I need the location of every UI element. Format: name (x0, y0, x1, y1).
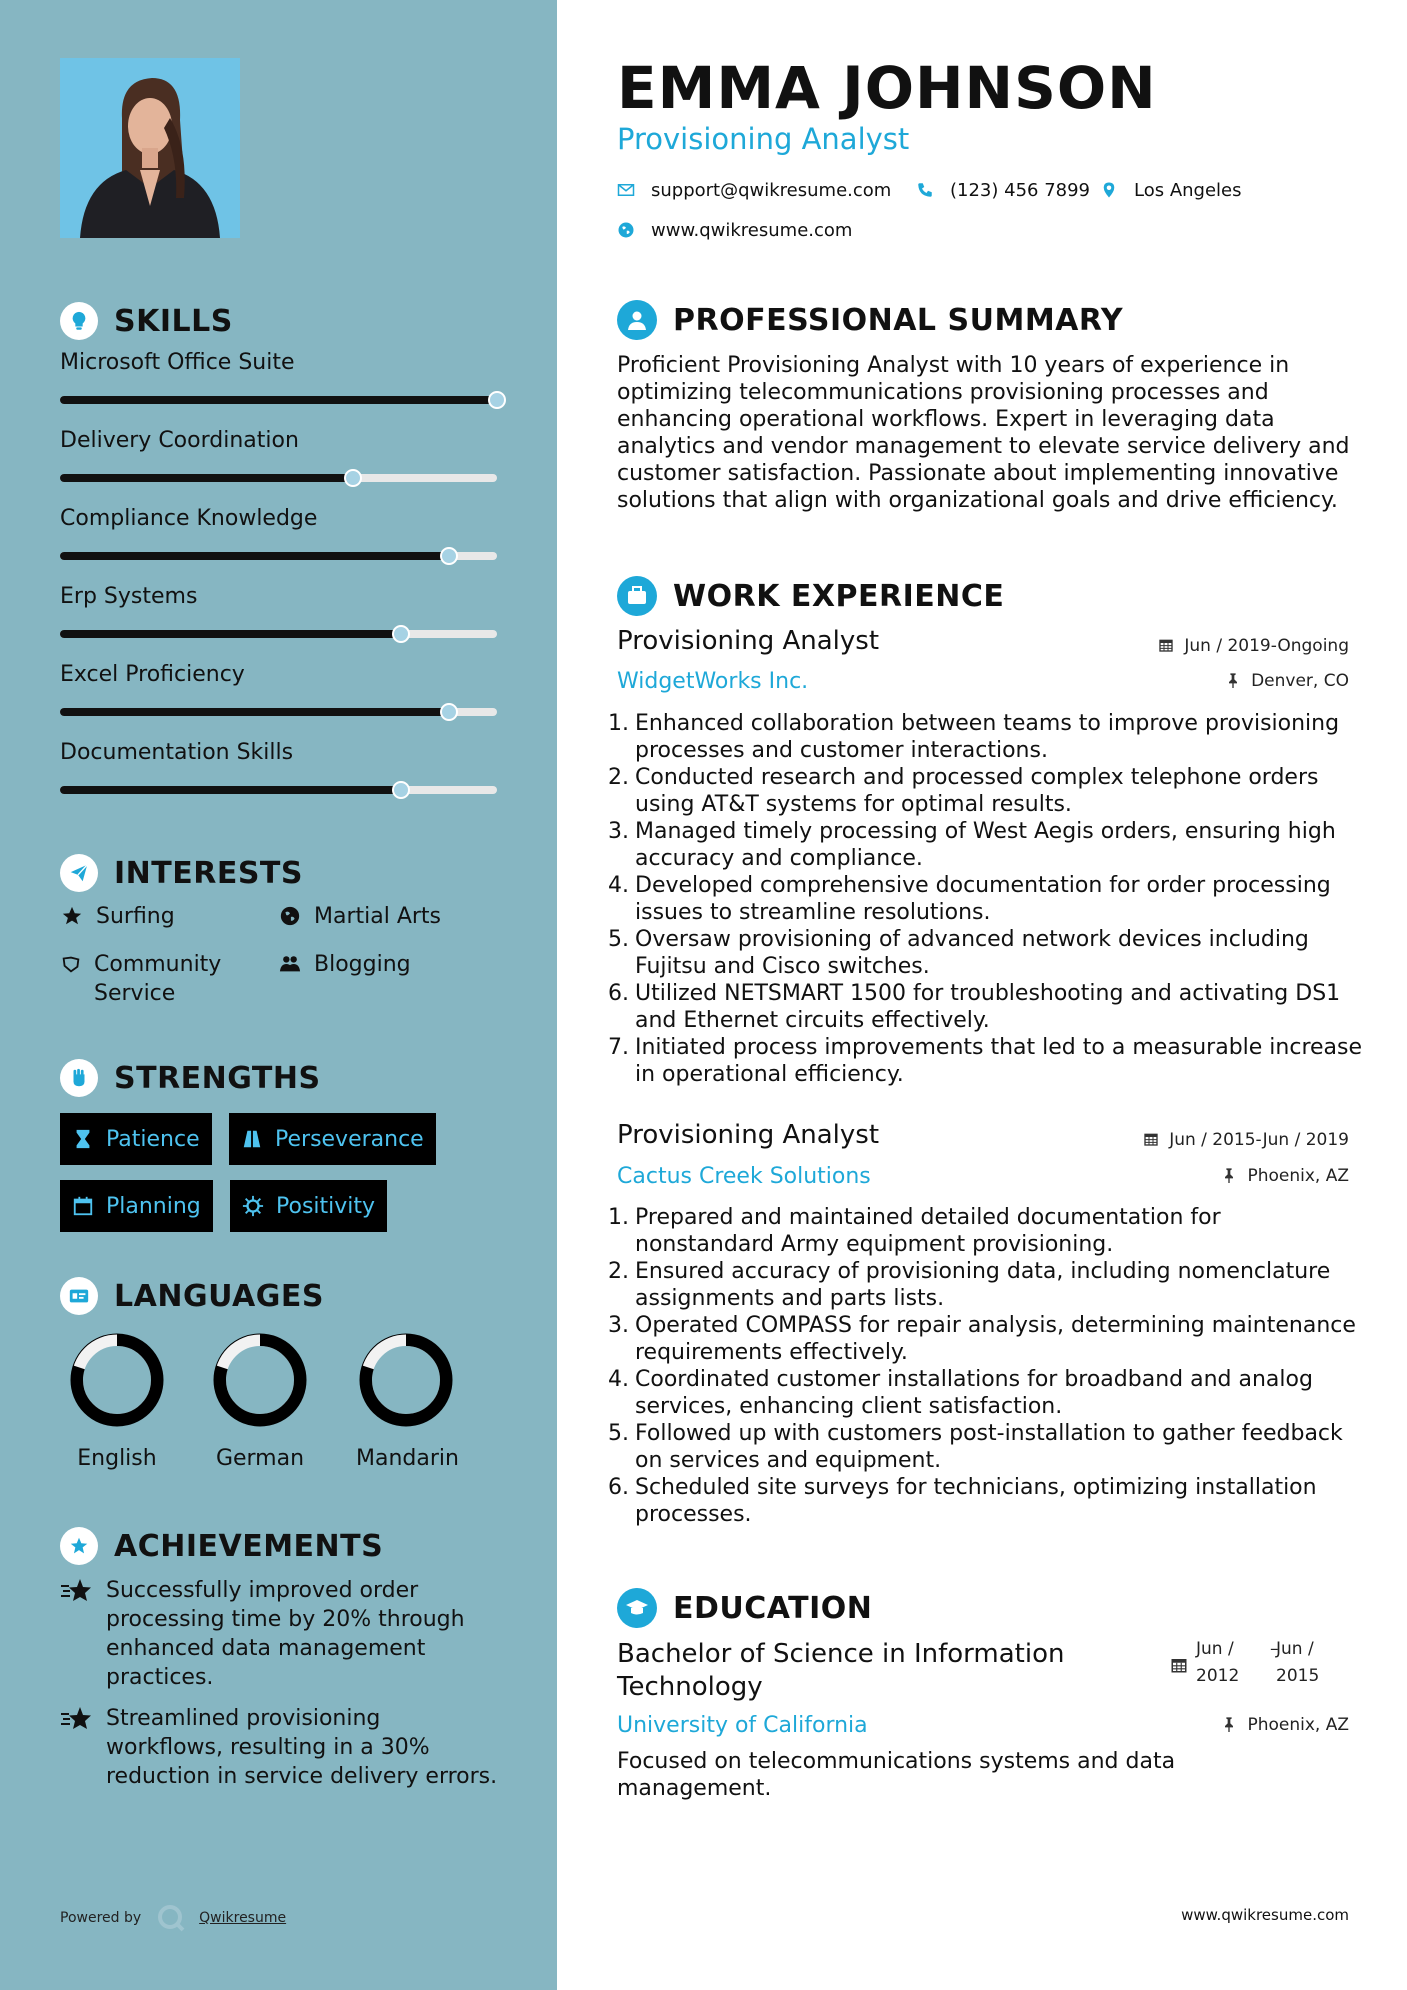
road-icon (239, 1126, 265, 1152)
candidate-name: EMMA JOHNSON (617, 54, 1157, 122)
interests-heading (60, 854, 303, 892)
education-start-date: Jun / 2012 (1196, 1639, 1240, 1686)
bullet-number: 2. (608, 765, 629, 790)
bullet-text: Oversaw provisioning of advanced network devices including Fujitsu and Cisco switches. (635, 927, 1309, 979)
email-text: support@qwikresume.com (651, 180, 892, 201)
language-level-ring (67, 1330, 167, 1430)
skill-level-knob (392, 781, 410, 799)
star-badge-icon (60, 1527, 98, 1565)
strength-label: Perseverance (275, 1126, 424, 1152)
graduation-cap-icon (617, 1588, 657, 1628)
achievement-item (60, 1576, 500, 1692)
skill-level-bar (60, 474, 497, 482)
skills-heading (60, 302, 233, 340)
profile-photo (60, 58, 240, 238)
interest-item (278, 950, 411, 979)
experience-title: WORK EXPERIENCE (673, 578, 1005, 614)
bullet-number: 4. (608, 873, 629, 898)
interest-label: Blogging (314, 952, 411, 977)
skill-level-knob (440, 703, 458, 721)
candidate-role: Provisioning Analyst (617, 122, 910, 156)
language-level-ring (356, 1330, 456, 1430)
job-bullet (608, 1204, 1363, 1258)
experience-heading (617, 576, 1004, 616)
job-company: Cactus Creek Solutions (617, 1164, 871, 1189)
bullet-text: Enhanced collaboration between teams to improve provisioning processes and customer interactions. (635, 711, 1340, 763)
job-location (1221, 1166, 1349, 1186)
job-bullet (608, 872, 1363, 926)
language-item (210, 1330, 310, 1471)
job-title: Provisioning Analyst (617, 626, 880, 656)
job-bullet (608, 1034, 1363, 1088)
bullet-number: 7. (608, 1035, 629, 1060)
strength-tag (229, 1113, 436, 1165)
job-bullet (608, 1312, 1363, 1366)
contact-website[interactable] (617, 220, 852, 241)
skill-name: Documentation Skills (60, 740, 294, 765)
language-ring-outline (71, 1334, 163, 1426)
interest-item (60, 950, 260, 1008)
summary-text: Proficient Provisioning Analyst with 10 years of experience in optimizing telecommunications provisioning processes and enhancing operational workflows. Expert in leveraging data analytics and vendor management to elevate service delivery and customer satisfaction. Passionate about implementing innovative solutions that align with organizational goals and drive efficiency. (617, 353, 1350, 513)
education-title: EDUCATION (673, 1590, 873, 1626)
paper-plane-icon (60, 854, 98, 892)
bullet-text: Ensured accuracy of provisioning data, including nomenclature assignments and parts lists. (635, 1259, 1331, 1311)
lightbulb-icon (60, 302, 98, 340)
calendar-icon (70, 1193, 96, 1219)
bullet-number: 5. (608, 1421, 629, 1446)
sun-icon (240, 1193, 266, 1219)
education-heading (617, 1588, 872, 1628)
briefcase-icon (617, 576, 657, 616)
globe-icon (617, 221, 637, 241)
bullet-text: Operated COMPASS for repair analysis, determining maintenance requirements effectively. (635, 1313, 1356, 1365)
job-dates-text: Jun / 2019-Ongoing (1184, 636, 1349, 656)
calendar-icon (1158, 637, 1176, 655)
pushpin-icon (1221, 1167, 1239, 1185)
language-ring-outline (214, 1334, 306, 1426)
bullet-text: Developed comprehensive documentation for order processing issues to streamline resolutions. (635, 873, 1331, 925)
skill-level-knob (392, 625, 410, 643)
qwikresume-logo-icon (157, 1904, 185, 1932)
job-bullet (608, 1474, 1363, 1528)
id-card-icon (60, 1277, 98, 1315)
education-location-text: Phoenix, AZ (1247, 1715, 1349, 1735)
bullet-number: 3. (608, 819, 629, 844)
bullet-number: 1. (608, 711, 629, 736)
job-dates-text: Jun / 2015-Jun / 2019 (1169, 1130, 1349, 1150)
calendar-icon (1170, 1656, 1188, 1674)
skill-level-fill (60, 708, 449, 716)
users-icon (278, 952, 302, 976)
skill-level-fill (60, 396, 497, 404)
skill-level-bar (60, 786, 497, 794)
job-dates (1143, 1130, 1349, 1150)
qwikresume-link[interactable]: Qwikresume (199, 1910, 287, 1926)
skill-name: Delivery Coordination (60, 428, 299, 453)
interest-label: Surfing (96, 904, 175, 929)
phone-text: (123) 456 7899 (950, 180, 1091, 201)
contact-email[interactable] (617, 180, 891, 201)
strength-tag (60, 1113, 212, 1165)
job-bullet (608, 980, 1363, 1034)
interests-title: INTERESTS (114, 855, 303, 891)
job-bullet (608, 926, 1363, 980)
pushpin-icon (1221, 1716, 1239, 1734)
bullet-text: Initiated process improvements that led to a measurable increase in operational efficiency. (635, 1035, 1363, 1087)
summary-heading (617, 300, 1123, 340)
job-bullet (608, 764, 1363, 818)
bullet-text: Utilized NETSMART 1500 for troubleshooting and activating DS1 and Ethernet circuits effectively. (635, 981, 1341, 1033)
job-bullet (608, 1258, 1363, 1312)
skill-name: Excel Proficiency (60, 662, 245, 687)
sidebar (0, 0, 557, 1990)
skill-name: Compliance Knowledge (60, 506, 318, 531)
languages-heading (60, 1277, 324, 1315)
skill-name: Microsoft Office Suite (60, 350, 295, 375)
skill-level-knob (440, 547, 458, 565)
job-bullet (608, 818, 1363, 872)
achievement-item (60, 1704, 500, 1791)
bullet-text: Prepared and maintained detailed documentation for nonstandard Army equipment provisioning. (635, 1205, 1221, 1257)
bullet-text: Followed up with customers post-installation to gather feedback on services and equipment. (635, 1421, 1343, 1473)
skill-level-bar (60, 552, 497, 560)
hourglass-icon (70, 1126, 96, 1152)
location-text: Los Angeles (1134, 180, 1242, 201)
powered-by (60, 1904, 286, 1932)
bullet-text: Managed timely processing of West Aegis orders, ensuring high accuracy and compliance. (635, 819, 1336, 871)
bullet-number: 1. (608, 1205, 629, 1230)
skill-level-knob (344, 469, 362, 487)
language-name: English (77, 1446, 157, 1471)
bullet-number: 3. (608, 1313, 629, 1338)
job-location-text: Denver, CO (1251, 671, 1349, 691)
degree-title: Bachelor of Science in Information Technology (617, 1639, 1065, 1702)
contact-phone[interactable] (916, 180, 1090, 201)
strength-label: Patience (106, 1126, 200, 1152)
skill-level-bar (60, 630, 497, 638)
school-name: University of California (617, 1713, 868, 1738)
bullet-text: Conducted research and processed complex telephone orders using AT&T systems for optimal results. (635, 765, 1319, 817)
achievement-text: Successfully improved order processing time by 20% through enhanced data management practices. (106, 1578, 465, 1690)
bullet-number: 4. (608, 1367, 629, 1392)
bullet-number: 6. (608, 981, 629, 1006)
education-description: Focused on telecommunications systems and data management. (617, 1749, 1176, 1801)
language-level-ring (210, 1330, 310, 1430)
fist-icon (60, 1059, 98, 1097)
job-bullet (608, 1420, 1363, 1474)
skill-level-fill (60, 474, 353, 482)
language-name: Mandarin (356, 1446, 459, 1471)
language-ring-outline (360, 1334, 452, 1426)
phone-icon (916, 181, 936, 201)
achievement-text: Streamlined provisioning workflows, resulting in a 30% reduction in service delivery errors. (106, 1706, 498, 1789)
job-location (1225, 671, 1349, 691)
achievements-title: ACHIEVEMENTS (114, 1528, 384, 1564)
job-title: Provisioning Analyst (617, 1120, 880, 1150)
globe-icon (278, 904, 302, 928)
skills-title: SKILLS (114, 303, 233, 339)
skill-level-bar (60, 708, 497, 716)
job-bullet (608, 710, 1363, 764)
star-icon (60, 904, 84, 928)
job-bullets (608, 1204, 1363, 1528)
job-company: WidgetWorks Inc. (617, 669, 809, 694)
achievements-heading (60, 1527, 383, 1565)
skill-level-fill (60, 552, 449, 560)
achievement-star-icon (60, 1576, 96, 1606)
skill-level-bar (60, 396, 497, 404)
language-name: German (215, 1446, 305, 1471)
calendar-icon (1143, 1131, 1161, 1149)
skill-name: Erp Systems (60, 584, 198, 609)
website-text: www.qwikresume.com (651, 220, 853, 241)
envelope-icon (617, 181, 637, 201)
handshake-icon (60, 952, 82, 976)
strength-tag (60, 1180, 213, 1232)
job-bullet (608, 1366, 1363, 1420)
languages-title: LANGUAGES (114, 1278, 324, 1314)
date-separator: – (1270, 1639, 1279, 1659)
skill-level-knob (488, 391, 506, 409)
interest-label: Martial Arts (314, 904, 442, 929)
job-bullets (608, 710, 1363, 1088)
summary-title: PROFESSIONAL SUMMARY (673, 302, 1124, 338)
strength-label: Positivity (276, 1193, 376, 1219)
strengths-heading (60, 1059, 321, 1097)
achievement-star-icon (60, 1704, 96, 1734)
skill-level-fill (60, 630, 401, 638)
education-location (1221, 1715, 1349, 1735)
user-icon (617, 300, 657, 340)
footer-website[interactable]: www.qwikresume.com (1181, 1906, 1349, 1924)
bullet-text: Coordinated customer installations for broadband and analog services, enhancing client satisfaction. (635, 1367, 1313, 1419)
language-item (67, 1330, 167, 1471)
job-dates (1158, 636, 1349, 656)
bullet-text: Scheduled site surveys for technicians, optimizing installation processes. (635, 1475, 1317, 1527)
education-end-date: Jun / 2015 (1276, 1639, 1320, 1686)
strength-label: Planning (106, 1193, 201, 1219)
bullet-number: 2. (608, 1259, 629, 1284)
interest-item (60, 902, 175, 931)
powered-by-label: Powered by (60, 1910, 142, 1926)
interest-item (278, 902, 441, 931)
skill-level-fill (60, 786, 401, 794)
map-pin-icon (1100, 181, 1120, 201)
job-location-text: Phoenix, AZ (1247, 1166, 1349, 1186)
interest-label: Community Service (94, 952, 222, 1006)
bullet-number: 6. (608, 1475, 629, 1500)
bullet-number: 5. (608, 927, 629, 952)
contact-location (1100, 180, 1242, 201)
strength-tag (230, 1180, 387, 1232)
strengths-title: STRENGTHS (114, 1060, 321, 1096)
pushpin-icon (1225, 672, 1243, 690)
language-item (356, 1330, 459, 1471)
